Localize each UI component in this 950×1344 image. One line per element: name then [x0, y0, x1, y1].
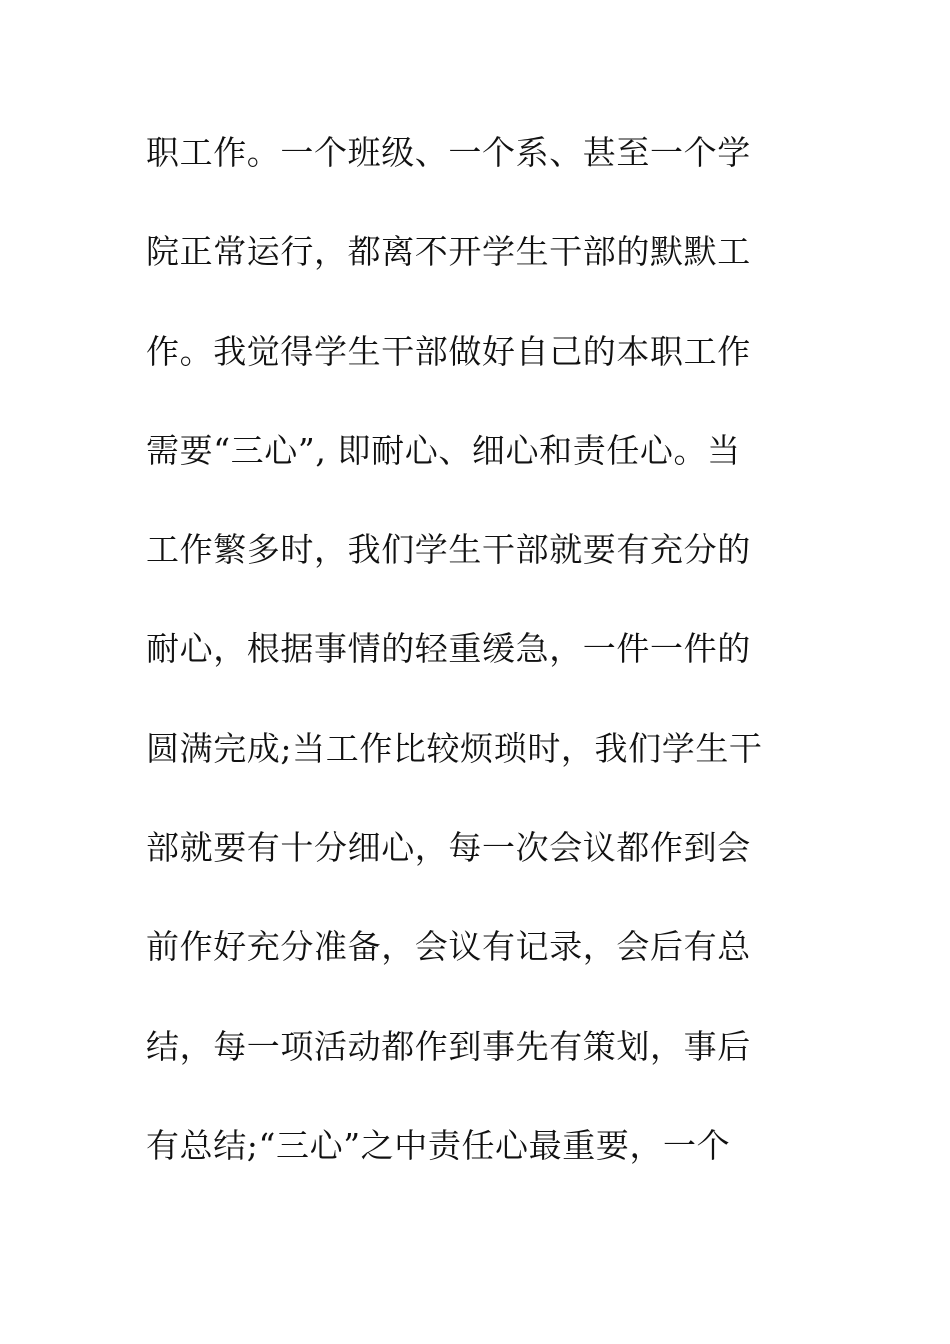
text-line: 耐心，根据事情的轻重缓急，一件一件的 — [146, 629, 751, 669]
text-line: 结，每一项活动都作到事先有策划，事后 — [146, 1026, 751, 1066]
text-line: 工作繁多时，我们学生干部就要有充分的 — [146, 530, 751, 570]
text-line: 院正常运行，都离不开学生干部的默默工 — [146, 232, 751, 272]
text-line: 需要“三心”, 即耐心、细心和责任心。当 — [146, 430, 741, 470]
text-line: 职工作。一个班级、一个系、甚至一个学 — [146, 133, 751, 172]
text-line: 圆满完成;当工作比较烦琐时，我们学生干 — [146, 728, 763, 768]
body-text — [146, 122, 806, 1214]
text-line: 部就要有十分细心，每一次会议都作到会 — [146, 828, 751, 868]
text-line: 有总结;“三心”之中责任心最重要，一个 — [146, 1125, 731, 1165]
text-line: 作。我觉得学生干部做好自己的本职工作 — [146, 331, 751, 371]
text-line: 前作好充分准备，会议有记录，会后有总 — [146, 927, 751, 967]
